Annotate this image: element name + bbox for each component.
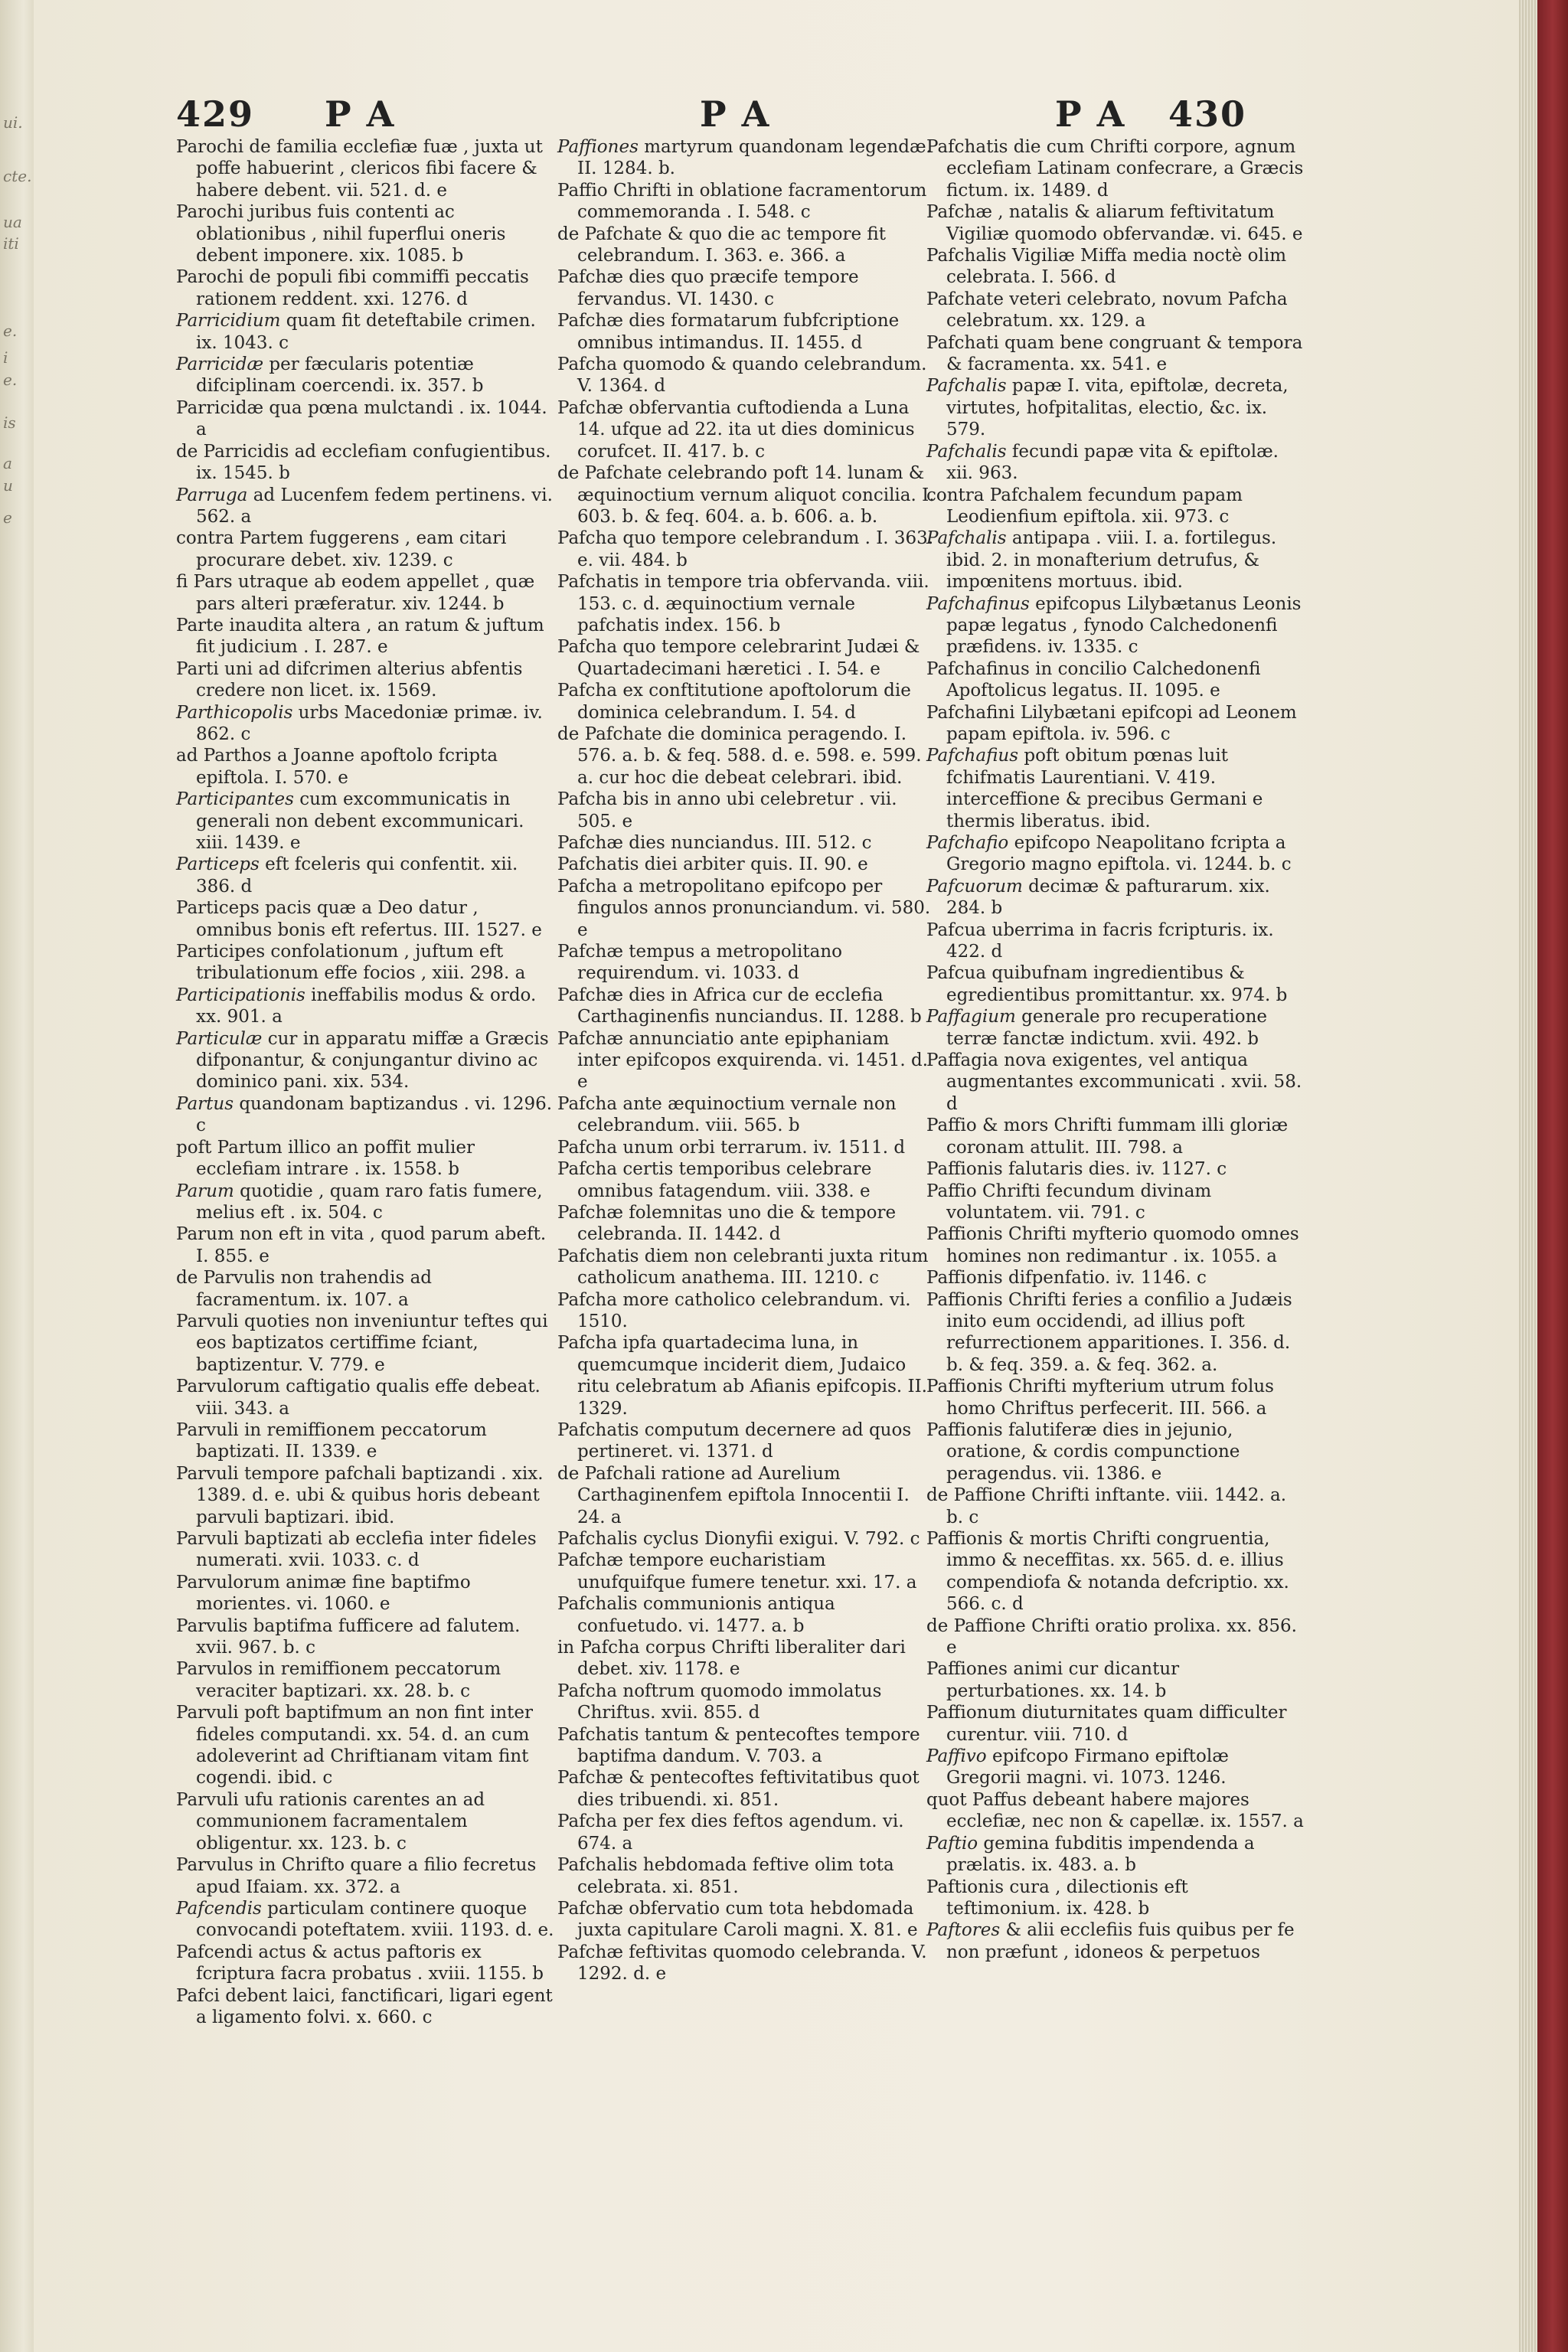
gutter-fragment: e.: [3, 322, 18, 340]
index-entry: [176, 1572, 554, 1615]
index-keyword: Pafcendis: [176, 1898, 262, 1919]
index-keyword: Participationis: [176, 985, 305, 1005]
index-entry: [557, 1681, 936, 1724]
index-entry: [926, 1877, 1305, 1920]
index-entry-text: quotidie , quam raro fatis fumere, melius eft . ix. 504. c: [196, 1181, 543, 1223]
index-entry: [176, 985, 554, 1028]
index-keyword: Particulæ: [176, 1028, 263, 1049]
index-entry: [557, 310, 936, 354]
index-keyword: Pafchalis: [926, 528, 1007, 549]
index-keyword: Paffagium: [926, 1007, 1016, 1027]
index-entry: [557, 724, 936, 789]
index-entry: [926, 1528, 1305, 1615]
index-entry-text: Paffiones animi cur dicantur perturbationes. xx. 14. b: [926, 1659, 1180, 1701]
index-entry-text: Pafchalis cyclus Dionyfii exigui. V. 792. c: [557, 1529, 920, 1549]
index-entry-text: poft obitum pœnas luit fchifmatis Laurentiani. V. 419. interceffione & precibus Germani e thermis liberatus. ibid.: [946, 746, 1263, 831]
index-entry-text: Pafcha quo tempore celebrandum . I. 363. e. vii. 484. b: [557, 528, 934, 570]
gutter-fragment: ui.: [3, 113, 23, 132]
index-entry-text: Pafchafini Lilybætani epifcopi ad Leonem papam epiftola. iv. 596. c: [926, 702, 1297, 744]
index-entry-text: Pafchæ dies nunciandus. III. 512. c: [557, 833, 872, 853]
index-entry-text: Paffionis falutiferæ dies in jejunio, oratione, & cordis compunctione peragendus. vii. 1386. e: [926, 1419, 1240, 1484]
index-entry: [926, 1919, 1305, 1963]
index-entry: [176, 1376, 554, 1419]
index-entry: [557, 1093, 936, 1137]
index-entry: [926, 1158, 1305, 1180]
index-keyword: Pafchafius: [926, 746, 1019, 766]
index-entry: [926, 485, 1305, 528]
index-entry-text: Pafcha bis in anno ubi celebretur . vii. 505. e: [557, 789, 897, 831]
index-entry-text: Pafchæ , natalis & aliarum feftivitatum Vigiliæ quomodo obfervandæ. vi. 645. e: [926, 202, 1303, 244]
index-keyword: Parthicopolis: [176, 702, 293, 723]
index-entry-text: quam fit deteftabile crimen. ix. 1043. c: [196, 311, 536, 353]
index-entry-text: contra Pafchalem fecundum papam Leodienfium epiftola. xii. 973. c: [926, 485, 1243, 527]
index-entry-text: de Parricidis ad ecclefiam confugientibus. ix. 1545. b: [176, 441, 551, 484]
index-entry: [926, 1419, 1305, 1485]
index-entry: [926, 441, 1305, 485]
index-entry-text: Parvulus in Chrifto quare a filio fecretus apud Ifaiam. xx. 372. a: [176, 1855, 537, 1897]
index-entry-text: Pafchatis tantum & pentecoftes tempore baptifma dandum. V. 703. a: [557, 1724, 920, 1767]
index-entry: [557, 1724, 936, 1768]
index-entry: [926, 1702, 1305, 1746]
index-entry-text: Pafcha a metropolitano epifcopo per fingulos annos pronunciandum. vi. 580. e: [557, 876, 931, 940]
index-entry: [557, 1528, 936, 1550]
index-entry-text: Pafchate veteri celebrato, novum Pafcha celebratum. xx. 129. a: [926, 289, 1288, 332]
index-entry-text: urbs Macedoniæ primæ. iv. 862. c: [196, 702, 543, 744]
index-entry-text: Pafchæ obfervatio cum tota hebdomada juxta capitulare Caroli magni. X. 81. e: [557, 1898, 918, 1941]
index-entry: [176, 1267, 554, 1311]
index-entry-text: Pafchæ feftivitas quomodo celebranda. V. 1292. d. e: [557, 1942, 927, 1984]
index-entry: [557, 180, 936, 224]
index-entry-text: Pafchæ dies formatarum fubfcriptione omnibus intimandus. II. 1455. d: [557, 311, 900, 353]
index-entry: [557, 136, 936, 180]
index-entry-text: Paffionis Chrifti feries a confilio a Judæis inito eum occidendi, ad illius poft refurrectionem apparitiones. I. 356. d. b. & feq. 359. a. & feq. 362. a.: [926, 1289, 1292, 1375]
index-keyword: Pafchafio: [926, 833, 1009, 853]
index-keyword: Partus: [176, 1093, 234, 1114]
index-entry: [176, 1658, 554, 1702]
index-entry-text: epifcopo Neapolitano fcripta a Gregorio magno epiftola. vi. 1244. b. c: [946, 833, 1292, 875]
index-keyword: Particeps: [176, 854, 260, 875]
index-column-2: [557, 136, 936, 1985]
index-entry: [557, 1593, 936, 1637]
index-entry-text: Pafchæ dies quo præcife tempore fervandus. VI. 1430. c: [557, 267, 859, 309]
index-entry: [926, 1746, 1305, 1789]
index-entry-text: Pafchatis diei arbiter quis. II. 90. e: [557, 854, 868, 875]
index-entry: [557, 462, 936, 528]
index-keyword: Participantes: [176, 789, 294, 810]
index-column-3: [926, 136, 1305, 1963]
index-entry-text: Paffionis Chrifti myfterio quomodo omnes homines non redimantur . ix. 1055. a: [926, 1224, 1299, 1266]
index-entry: [926, 201, 1305, 245]
index-entry: [926, 1223, 1305, 1267]
index-entry: [557, 636, 936, 680]
index-entry: [926, 1789, 1305, 1833]
index-entry: [557, 832, 936, 854]
index-entry: [926, 745, 1305, 832]
index-entry-text: poft Partum illico an poffit mulier ecclefiam intrare . ix. 1558. b: [176, 1137, 475, 1180]
index-entry-text: fecundi papæ vita & epiftolæ. xii. 963.: [946, 441, 1279, 484]
index-entry: [926, 528, 1305, 593]
index-entry-text: Pafcha quo tempore celebrarint Judæi & Quartadecimani hæretici . I. 54. e: [557, 637, 920, 679]
index-entry-text: Pafchatis computum decernere ad quos pertineret. vi. 1371. d: [557, 1419, 912, 1462]
index-keyword: Parricidæ: [176, 354, 264, 375]
index-entry: [557, 789, 936, 832]
index-entry: [176, 1615, 554, 1659]
index-keyword: Parruga: [176, 485, 248, 505]
index-entry: [176, 571, 554, 615]
index-entry-text: contra Partem fuggerens , eam citari procurare debet. xiv. 1239. c: [176, 528, 507, 570]
index-entry-text: Participes confolationum , juftum eft tribulationum effe focios , xiii. 298. a: [176, 942, 526, 984]
index-entry: [176, 1223, 554, 1267]
index-entry: [557, 1767, 936, 1811]
index-entry-text: Pafchæ annunciatio ante epiphaniam inter epifcopos exquirenda. vi. 1451. d. e: [557, 1028, 929, 1093]
index-entry: [926, 375, 1305, 440]
index-entry: [926, 593, 1305, 658]
index-entry-text: de Paffione Chrifti oratio prolixa. xx. 856. e: [926, 1615, 1297, 1658]
index-entry: [557, 354, 936, 397]
index-entry: [557, 1550, 936, 1593]
index-entry: [176, 1854, 554, 1898]
index-entry: [926, 1376, 1305, 1419]
index-entry: [176, 354, 554, 397]
index-entry: [176, 658, 554, 702]
index-entry-text: Pafchæ dies in Africa cur de ecclefia Carthaginenfis nunciandus. II. 1288. b: [557, 985, 922, 1027]
index-entry-text: & alii ecclefiis fuis quibus per fe non præfunt , idoneos & perpetuos: [946, 1920, 1295, 1962]
index-entry-text: quot Paffus debeant habere majores ecclefiæ, nec non & capellæ. ix. 1557. a: [926, 1789, 1304, 1832]
index-entry-text: Parvuli quoties non inveniuntur teftes qui eos baptizatos certiffime fciant, baptizentur. V. 779. e: [176, 1311, 548, 1375]
index-entry: [557, 1637, 936, 1681]
index-entry: [557, 1028, 936, 1093]
left-page-number: 429: [176, 93, 255, 135]
index-entry-text: per fæcularis potentiæ difciplinam coercendi. ix. 357. b: [196, 354, 484, 397]
index-entry: [926, 920, 1305, 963]
index-entry: [557, 876, 936, 941]
index-entry-text: Parochi de populi fibi commiffi peccatis rationem reddent. xxi. 1276. d: [176, 267, 529, 309]
index-entry-text: Parvulorum animæ fine baptifmo morientes. vi. 1060. e: [176, 1572, 471, 1615]
index-entry-text: Paffagia nova exigentes, vel antiqua augmentantes excommunicati . xvii. 58. d: [926, 1050, 1302, 1114]
index-entry-text: Pafchæ folemnitas uno die & tempore celebranda. II. 1442. d: [557, 1202, 897, 1245]
index-entry-text: Paffionis Chrifti myfterium utrum folus homo Chriftus perfecerit. III. 566. a: [926, 1377, 1274, 1419]
index-entry-text: Pafchati quam bene congruant & tempora & facramenta. xx. 541. e: [926, 332, 1303, 375]
index-entry: [926, 1485, 1305, 1528]
index-entry-text: epifcopus Lilybætanus Leonis papæ legatus , fynodo Calchedonenfi præfidens. iv. 1335. c: [946, 593, 1302, 658]
index-entry: [926, 1115, 1305, 1158]
index-entry-text: Pafcendi actus & actus paftoris ex fcriptura facra probatus . xviii. 1155. b: [176, 1942, 544, 1984]
index-entry-text: Pafchalis Vigiliæ Miffa media noctè olim celebrata. I. 566. d: [926, 246, 1287, 288]
index-entry: [926, 962, 1305, 1006]
index-entry-text: generale pro recuperatione terræ fanctæ indictum. xvii. 492. b: [946, 1007, 1268, 1049]
index-entry-text: Parte inaudita altera , an ratum & juftum fit judicium . I. 287. e: [176, 615, 544, 658]
index-entry: [176, 528, 554, 571]
index-entry: [176, 1789, 554, 1854]
index-entry: [926, 1006, 1305, 1050]
index-entry: [926, 136, 1305, 201]
index-entry-text: Paffio & mors Chrifti fummam illi gloriæ coronam attulit. III. 798. a: [926, 1116, 1289, 1158]
index-entry-text: epifcopo Firmano epiftolæ Gregorii magni. vi. 1073. 1246.: [946, 1746, 1229, 1788]
index-entry: [176, 1181, 554, 1224]
index-entry-text: de Paffione Chrifti inftante. viii. 1442. a. b. c: [926, 1485, 1287, 1527]
index-entry: [176, 789, 554, 854]
index-entry: [176, 397, 554, 441]
index-entry: [176, 941, 554, 985]
index-entry: [176, 1093, 554, 1137]
index-entry-text: Pafcha per fex dies feftos agendum. vi. 674. a: [557, 1811, 904, 1854]
index-entry-text: de Pafchali ratione ad Aurelium Carthaginenfem epiftola Innocentii I. 24. a: [557, 1463, 910, 1527]
index-entry-text: Parvuli ufu rationis carentes an ad communionem facramentalem obligentur. xx. 123. b. c: [176, 1789, 485, 1854]
index-entry-text: de Pafchate die dominica peragendo. I. 576. a. b. & feq. 588. d. e. 598. e. 599. a. cur hoc die debeat celebrari. ibid.: [557, 724, 922, 788]
index-entry: [557, 1811, 936, 1854]
index-entry: [176, 1137, 554, 1181]
index-entry-text: Parvuli in remiffionem peccatorum baptizati. II. 1339. e: [176, 1419, 487, 1462]
index-entry-text: Pafchæ obfervantia cuftodienda a Luna 14. ufque ad 22. ita ut dies dominicus corufcet. II. 417. b. c: [557, 397, 915, 462]
index-entry-text: Pafcha ante æquinoctium vernale non celebrandum. viii. 565. b: [557, 1093, 897, 1136]
gutter-fragment: ua: [3, 213, 22, 231]
index-entry-text: Pafcua quibufnam ingredientibus & egredientibus promittantur. xx. 974. b: [926, 963, 1288, 1005]
gutter-fragment: a: [3, 454, 12, 472]
index-keyword: Paffiones: [557, 137, 639, 157]
index-entry-text: cur in apparatu miffæ a Græcis difponantur, & conjungantur divino ac dominico pani. xix. 534.: [196, 1028, 549, 1093]
index-entry: [176, 441, 554, 485]
index-entry: [176, 310, 554, 354]
index-entry: [557, 266, 936, 310]
index-entry-text: Parvuli poft baptifmum an non fint inter fideles computandi. xx. 54. d. an cum adoleverint ad Chriftianam vitam fint cogendi. ibid. c: [176, 1703, 533, 1788]
index-entry: [926, 1833, 1305, 1877]
index-entry: [557, 1898, 936, 1942]
book-cover-edge: [1537, 0, 1568, 2352]
index-entry-text: Parricidæ qua pœna mulctandi . ix. 1044. a: [176, 397, 547, 440]
index-entry-text: de Parvulis non trahendis ad facramentum. ix. 107. a: [176, 1268, 433, 1310]
index-entry-text: quandonam baptizandus . vi. 1296. c: [196, 1093, 553, 1136]
index-entry: [176, 702, 554, 746]
index-entry: [926, 658, 1305, 702]
index-entry: [176, 1942, 554, 1985]
index-entry-text: Parvulis baptifma fufficere ad falutem. xvii. 967. b. c: [176, 1615, 521, 1658]
index-entry-text: Paffionis falutaris dies. iv. 1127. c: [926, 1159, 1227, 1180]
index-entry-text: Pafchæ tempus a metropolitano requirendum. vi. 1033. d: [557, 942, 843, 984]
index-entry-text: de Pafchate & quo die ac tempore fit celebrandum. I. 363. e. 366. a: [557, 224, 887, 266]
index-entry-text: Paffionum diuturnitates quam difficulter curentur. viii. 710. d: [926, 1703, 1287, 1745]
index-entry: [557, 985, 936, 1028]
index-entry: [557, 1137, 936, 1158]
index-entry-text: martyrum quandonam legendæ. II. 1284. b.: [577, 137, 932, 179]
index-entry-text: Pafcha more catholico celebrandum. vi. 1510.: [557, 1289, 911, 1331]
index-entry-text: Pafchalis communionis antiqua confuetudo. vi. 1477. a. b: [557, 1594, 835, 1636]
index-entry-text: Pafchæ tempore eucharistiam unufquifque fumere tenetur. xxi. 17. a: [557, 1550, 917, 1592]
index-entry-text: Pafcha ipfa quartadecima luna, in quemcumque inciderit diem, Judaico ritu celebratum ab Afianis epifcopis. II. 1329.: [557, 1333, 927, 1419]
index-entry-text: cum excommunicatis in generali non debent excommunicari. xiii. 1439. e: [196, 789, 524, 853]
index-entry: [557, 854, 936, 875]
index-entry-text: Pafcha noftrum quomodo immolatus Chriftus. xvii. 855. d: [557, 1681, 882, 1723]
index-entry-text: antipapa . viii. I. a. fortilegus. ibid. 2. in monafterium detrufus, & impœnitens mortuus. ibid.: [946, 528, 1277, 593]
index-entry-text: in Pafcha corpus Chrifti liberaliter dari debet. xiv. 1178. e: [557, 1638, 906, 1680]
index-keyword: Paftores: [926, 1920, 1001, 1941]
index-entry: [926, 1181, 1305, 1224]
index-entry: [926, 245, 1305, 289]
index-entry: [557, 1332, 936, 1419]
index-entry: [926, 1658, 1305, 1702]
index-entry-text: Pafchatis die cum Chrifti corpore, agnum ecclefiam Latinam confecrare, a Græcis fictum. ix. 1489. d: [926, 137, 1304, 201]
gutter-fragment: iti: [3, 234, 19, 253]
index-entry-text: Parochi de familia ecclefiæ fuæ , juxta ut poffe habuerint , clericos fibi facere & habere debent. vii. 521. d. e: [176, 137, 543, 201]
index-entry: [926, 1050, 1305, 1115]
index-entry-text: Parvuli tempore pafchali baptizandi . xix. 1389. d. e. ubi & quibus horis debeant parvuli baptizari. ibid.: [176, 1463, 544, 1527]
index-entry: [557, 1942, 936, 1985]
index-entry: [557, 224, 936, 267]
index-entry: [557, 528, 936, 571]
index-entry-text: ad Parthos a Joanne apoftolo fcripta epiftola. I. 570. e: [176, 746, 498, 788]
index-entry-text: ad Lucenfem fedem pertinens. vi. 562. a: [196, 485, 553, 527]
book-page: [34, 0, 1519, 2352]
index-entry: [176, 136, 554, 201]
index-entry: [176, 1028, 554, 1093]
index-keyword: Paftio: [926, 1833, 978, 1854]
index-entry: [557, 1246, 936, 1289]
index-entry: [557, 1202, 936, 1246]
index-entry: [926, 332, 1305, 376]
gutter-fragment: u: [3, 476, 13, 495]
gutter-fragment: cte.: [3, 167, 32, 185]
index-entry: [926, 876, 1305, 920]
center-running-head: P A: [700, 93, 771, 135]
index-entry-text: Pafcha unum orbi terrarum. iv. 1511. d: [557, 1137, 906, 1158]
index-entry-text: gemina fubditis impendenda a prælatis. ix. 483. a. b: [946, 1833, 1255, 1876]
index-entry: [176, 745, 554, 789]
index-keyword: Parum: [176, 1181, 234, 1201]
index-entry-text: decimæ & pafturarum. xix. 284. b: [946, 876, 1270, 919]
left-page-gutter: [0, 0, 34, 2352]
index-entry-text: Paffionis difpenfatio. iv. 1146. c: [926, 1268, 1207, 1289]
index-entry: [926, 702, 1305, 746]
index-entry-text: papæ I. vita, epiftolæ, decreta, virtutes, hofpitalitas, electio, &c. ix. 579.: [946, 376, 1289, 440]
index-keyword: Paffivo: [926, 1746, 987, 1767]
index-entry: [557, 680, 936, 724]
index-entry-text: particulam continere quoque convocandi poteftatem. xviii. 1193. d. e.: [196, 1898, 554, 1941]
gutter-fragment: e: [3, 508, 12, 527]
index-entry: [176, 897, 554, 941]
index-entry-text: ineffabilis modus & ordo. xx. 901. a: [196, 985, 537, 1027]
index-entry-text: eft fceleris qui confentit. xii. 386. d: [196, 854, 518, 897]
index-entry: [176, 201, 554, 266]
index-entry: [176, 266, 554, 310]
right-running-head: P A: [1055, 93, 1126, 135]
index-entry-text: Paffio Chrifti fecundum divinam voluntatem. vii. 791. c: [926, 1181, 1212, 1223]
index-entry-text: Pafchafinus in concilio Calchedonenfi Apoftolicus legatus. II. 1095. e: [926, 658, 1261, 701]
gutter-fragment: e.: [3, 371, 18, 389]
index-entry-text: Pafchatis diem non celebranti juxta ritum catholicum anathema. III. 1210. c: [557, 1246, 929, 1289]
index-entry: [926, 1289, 1305, 1377]
index-entry-text: Pafci debent laici, fanctificari, ligari egent a ligamento folvi. x. 660. c: [176, 1985, 553, 2027]
index-entry: [926, 832, 1305, 876]
index-entry-text: Pafcha ex conftitutione apoftolorum die dominica celebrandum. I. 54. d: [557, 681, 911, 723]
index-entry-text: Pafchatis in tempore tria obfervanda. viii. 153. c. d. æquinoctium vernale pafchatis index. 156. b: [557, 572, 929, 635]
index-entry: [557, 397, 936, 462]
index-entry-text: Parvulos in remiffionem peccatorum veraciter baptizari. xx. 28. b. c: [176, 1659, 501, 1701]
index-entry: [176, 1528, 554, 1572]
index-entry: [557, 1419, 936, 1463]
index-entry-text: Paftionis cura , dilectionis eft teftimonium. ix. 428. b: [926, 1877, 1188, 1919]
index-entry-text: Paffio Chrifti in oblatione facramentorum commemoranda . I. 548. c: [557, 180, 927, 223]
index-keyword: Pafchafinus: [926, 593, 1030, 614]
index-entry: [557, 941, 936, 985]
index-entry: [176, 1311, 554, 1376]
gutter-fragment: i: [3, 348, 8, 367]
gutter-fragment: is: [3, 413, 16, 432]
index-keyword: Parricidium: [176, 311, 281, 332]
index-entry-text: Parum non eft in vita , quod parum abeft. I. 855. e: [176, 1224, 547, 1266]
index-entry-text: Parvulorum caftigatio qualis effe debeat. viii. 343. a: [176, 1377, 541, 1419]
right-page-number: 430: [1168, 93, 1247, 135]
index-entry-text: Pafchalis hebdomada feftive olim tota celebrata. xi. 851.: [557, 1855, 894, 1897]
index-entry: [926, 289, 1305, 332]
index-entry: [176, 1419, 554, 1463]
index-entry-text: Pafcha certis temporibus celebrare omnibus fatagendum. viii. 338. e: [557, 1159, 872, 1201]
index-entry: [176, 615, 554, 658]
index-entry-text: de Pafchate celebrando poft 14. lunam & æquinoctium vernum aliquot concilia. I. 603. b. & feq. 604. a. b. 606. a. b.: [557, 463, 935, 527]
index-entry-text: Parochi juribus fuis contenti ac oblationibus , nihil fuperflui oneris debent imponere. xix. 1085. b: [176, 202, 506, 266]
index-keyword: Pafcuorum: [926, 876, 1023, 897]
left-running-head: P A: [325, 93, 396, 135]
index-entry: [176, 485, 554, 528]
index-entry: [176, 1898, 554, 1942]
index-entry-text: fi Pars utraque ab eodem appellet , quæ pars alteri præferatur. xiv. 1244. b: [176, 572, 535, 614]
index-entry-text: Parvuli baptizati ab ecclefia inter fideles numerati. xvii. 1033. c. d: [176, 1529, 537, 1571]
index-keyword: Pafchalis: [926, 441, 1007, 462]
index-column-1: [176, 136, 554, 2028]
index-entry-text: Paffionis & mortis Chrifti congruentia, immo & neceffitas. xx. 565. d. e. illius compendiofa & notanda defcriptio. xx. 566. c. d: [926, 1529, 1289, 1615]
index-keyword: Pafchalis: [926, 376, 1007, 397]
index-entry: [926, 1267, 1305, 1289]
index-entry: [176, 854, 554, 897]
index-entry: [557, 1158, 936, 1202]
index-entry: [557, 1289, 936, 1333]
index-entry-text: Pafcha quomodo & quando celebrandum. V. 1364. d: [557, 354, 927, 397]
index-entry-text: Parti uni ad difcrimen alterius abfentis credere non licet. ix. 1569.: [176, 658, 523, 701]
index-entry: [557, 571, 936, 636]
index-entry: [926, 1615, 1305, 1659]
index-entry: [176, 1702, 554, 1789]
index-entry: [557, 1854, 936, 1898]
index-entry-text: Particeps pacis quæ a Deo datur , omnibus bonis eft refertus. III. 1527. e: [176, 898, 542, 940]
index-entry: [557, 1463, 936, 1528]
page-fore-edge: [1519, 0, 1537, 2352]
index-entry-text: Pafchæ & pentecoftes feftivitatibus quot dies tribuendi. xi. 851.: [557, 1768, 920, 1810]
index-entry: [176, 1985, 554, 2029]
index-entry-text: Pafcua uberrima in facris fcripturis. ix. 422. d: [926, 920, 1274, 962]
index-entry: [176, 1463, 554, 1528]
